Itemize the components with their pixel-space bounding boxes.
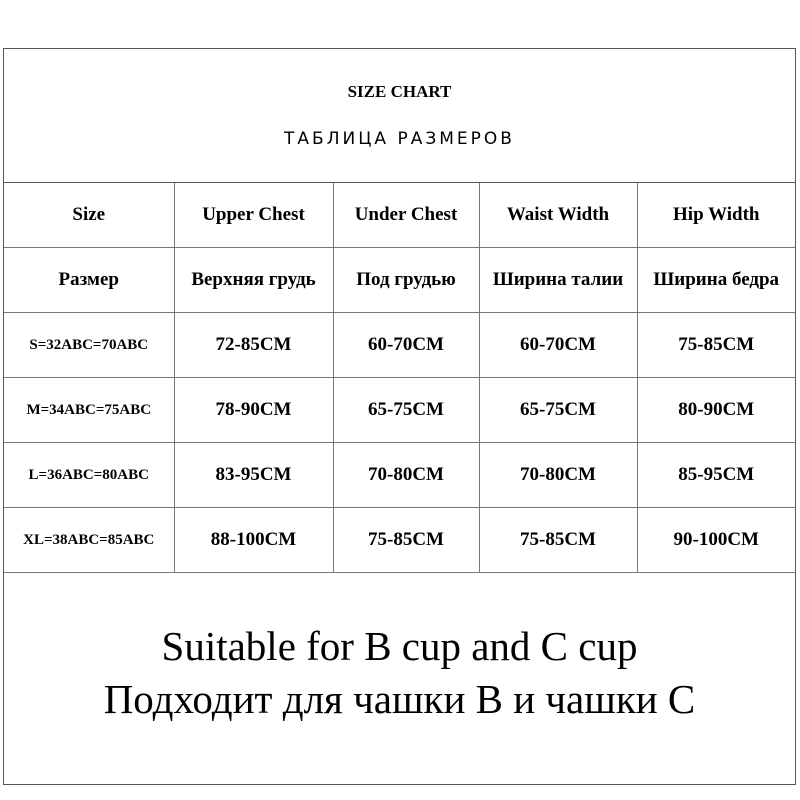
- size-cell: M=34ABC=75ABC: [4, 378, 174, 443]
- hip-width-cell: 80-90CM: [637, 378, 795, 443]
- under-chest-cell: 65-75CM: [333, 378, 479, 443]
- table-row: [4, 508, 795, 573]
- table-row: [4, 443, 795, 508]
- waist-width-cell: 65-75CM: [479, 378, 637, 443]
- size-cell: L=36ABC=80ABC: [4, 443, 174, 508]
- header-under-chest-ru: Под грудью: [333, 248, 479, 313]
- header-row-russian: [4, 248, 795, 313]
- hip-width-cell: 75-85CM: [637, 313, 795, 378]
- upper-chest-cell: 72-85CM: [174, 313, 333, 378]
- under-chest-cell: 60-70CM: [333, 313, 479, 378]
- table-row: [4, 378, 795, 443]
- header-size: Size: [4, 183, 174, 248]
- size-table: [4, 183, 795, 573]
- header-waist-width: Waist Width: [479, 183, 637, 248]
- header-hip-width: Hip Width: [637, 183, 795, 248]
- waist-width-cell: 60-70CM: [479, 313, 637, 378]
- header-row-english: [4, 183, 795, 248]
- header-under-chest: Under Chest: [333, 183, 479, 248]
- header-upper-chest: Upper Chest: [174, 183, 333, 248]
- header-upper-chest-ru: Верхняя грудь: [174, 248, 333, 313]
- under-chest-cell: 70-80CM: [333, 443, 479, 508]
- header-hip-width-ru: Ширина бедра: [637, 248, 795, 313]
- hip-width-cell: 90-100CM: [637, 508, 795, 573]
- title-russian: ТАБЛИЦА РАЗМЕРОВ: [284, 129, 515, 149]
- cup-note-english: Suitable for B cup and C cup: [161, 623, 638, 669]
- header-waist-width-ru: Ширина талии: [479, 248, 637, 313]
- header-size-ru: Размер: [4, 248, 174, 313]
- title-box: [4, 49, 795, 183]
- waist-width-cell: 70-80CM: [479, 443, 637, 508]
- waist-width-cell: 75-85CM: [479, 508, 637, 573]
- under-chest-cell: 75-85CM: [333, 508, 479, 573]
- title-english: SIZE CHART: [347, 82, 452, 101]
- hip-width-cell: 85-95CM: [637, 443, 795, 508]
- size-cell: S=32ABC=70ABC: [4, 313, 174, 378]
- size-cell: XL=38ABC=85ABC: [4, 508, 174, 573]
- upper-chest-cell: 78-90CM: [174, 378, 333, 443]
- cup-note-russian: Подходит для чашки B и чашки C: [103, 676, 696, 722]
- table-row: [4, 313, 795, 378]
- upper-chest-cell: 88-100CM: [174, 508, 333, 573]
- upper-chest-cell: 83-95CM: [174, 443, 333, 508]
